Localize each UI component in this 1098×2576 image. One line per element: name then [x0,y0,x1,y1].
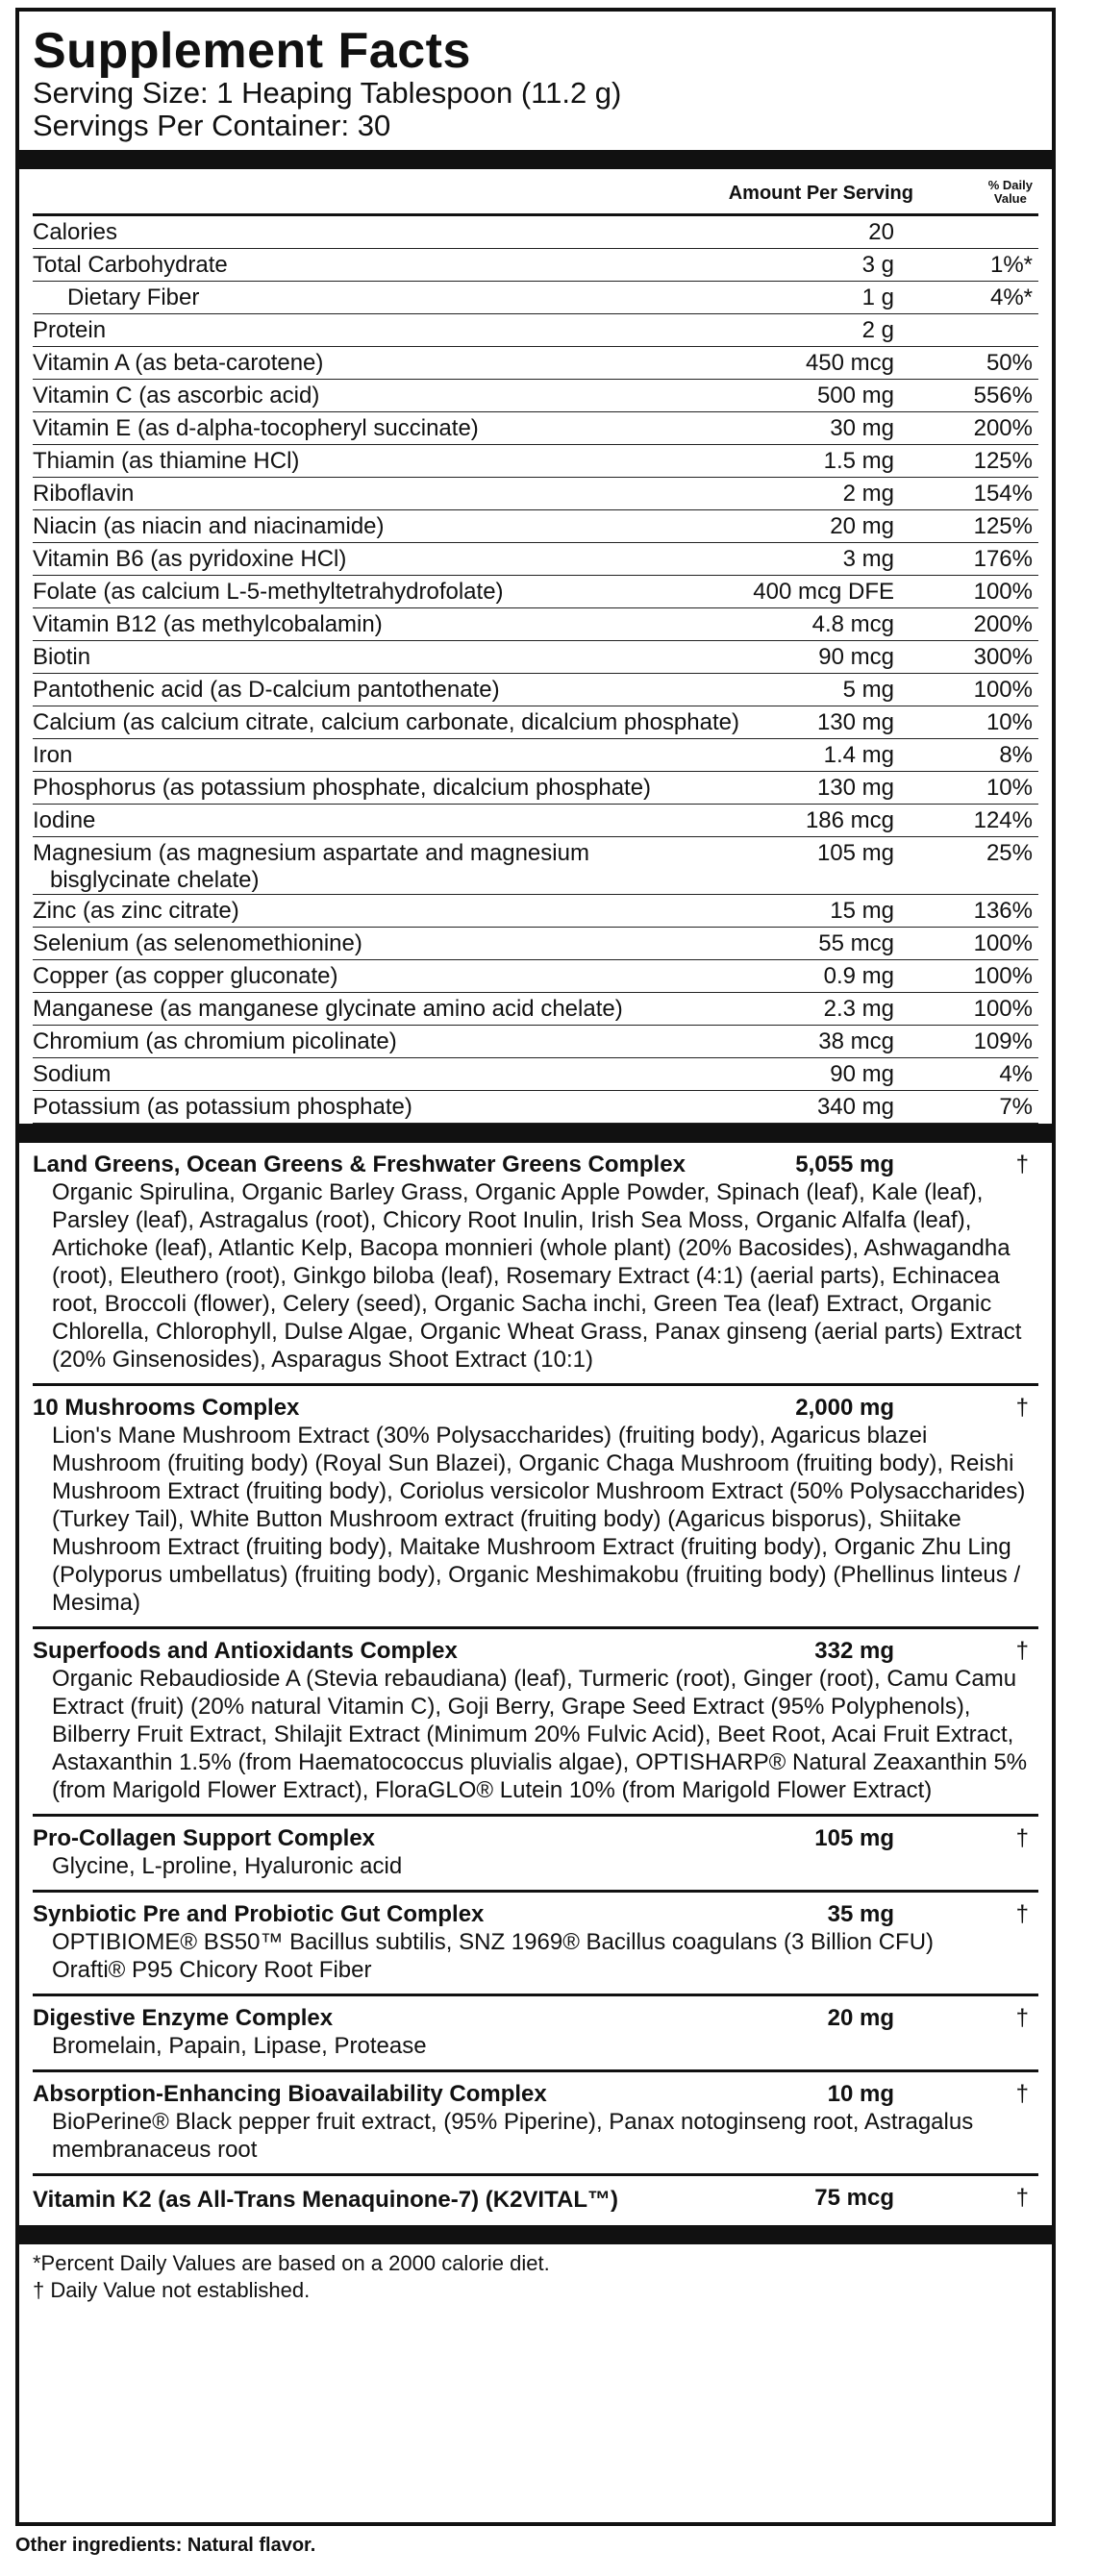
nutrient-name-continued: bisglycinate chelate) [50,867,260,893]
nutrient-daily-value: 125% [973,448,1033,474]
nutrient-name-text: Phosphorus (as potassium phosphate, dicalcium phosphate) [33,775,652,801]
column-header [33,169,1038,216]
nutrient-amount: 30 mg [830,415,894,441]
daily-value-header-line1: % Daily [987,178,1033,192]
nutrient-name [33,415,792,442]
blend-amount: 35 mg [827,1901,894,1927]
nutrient-name-text: Iron [33,742,73,768]
nutrient-name [33,898,792,925]
footnotes [33,2244,1038,2304]
nutrient-name [33,546,792,573]
nutrient-daily-value: 300% [973,644,1033,670]
nutrient-daily-value: 154% [973,481,1033,507]
nutrient-daily-value: 7% [999,1094,1033,1120]
nutrient-name-text: Iodine [33,807,96,833]
blend-name: Digestive Enzyme Complex [33,2005,334,2031]
nutrient-row [33,216,1038,249]
nutrient-row [33,412,1038,445]
nutrient-row [33,960,1038,993]
nutrient-name [33,317,792,344]
nutrient-daily-value: 200% [973,415,1033,441]
nutrient-name [33,677,792,704]
nutrient-daily-value: 10% [986,775,1033,801]
nutrient-amount: 130 mg [816,709,894,735]
nutrient-row [33,249,1038,282]
blend-ingredients: Glycine, L-proline, Hyaluronic acid [52,1853,403,1879]
blend-ingredients: Bromelain, Papain, Lipase, Protease [52,2033,427,2059]
other-ingredients: Other ingredients: Natural flavor. [15,2535,316,2556]
nutrient-name-text: Riboflavin [33,481,135,507]
nutrient-row [33,993,1038,1026]
nutrient-name [33,930,792,957]
blend-section [33,1817,1038,1893]
blend-name: Superfoods and Antioxidants Complex [33,1638,458,1664]
nutrient-daily-value: 556% [973,383,1033,409]
nutrient-amount: 400 mcg DFE [753,579,894,605]
nutrient-name-text: Zinc (as zinc citrate) [33,898,239,924]
nutrient-name [33,383,792,409]
nutrient-amount: 1.5 mg [823,448,894,474]
blend-section [33,1386,1038,1629]
blend-amount: 332 mg [814,1638,894,1664]
nutrient-daily-value: 1%* [989,252,1033,278]
supplement-facts-panel [15,8,1056,2526]
nutrient-amount: 20 [868,219,894,245]
nutrient-row [33,928,1038,960]
nutrient-row [33,282,1038,314]
nutrient-name [33,448,792,475]
blend-name: Vitamin K2 (as All-Trans Menaquinone-7) (K2VITAL™) [33,2187,618,2213]
daily-value-header [988,179,1033,206]
nutrient-amount: 2.3 mg [823,996,894,1022]
blend-ingredients: Organic Rebaudioside A (Stevia rebaudiana) (leaf), Turmeric (root), Ginger (root), Camu Camu Extract (fruit) (20% natural Vitamin C), Goji Berry, Grape Seed Extract (95% Polyphenols), Bilberry Fruit Extract, Shilajit Extract (Minimum 20% Fulvic Acid), Beet Root, Acai Fruit Extract, Astaxanthin 1.5% (from Haematococcus pluvialis algae), OPTISHARP® Natural Zeaxanthin 5% (from Marigold Flower Extract), FloraGLO® Lutein 10% (from Marigold Flower Extract) [52,1666,1028,1803]
blend-section [33,1143,1038,1386]
nutrient-row [33,314,1038,347]
nutrient-row [33,706,1038,739]
nutrient-amount: 130 mg [816,775,894,801]
nutrient-daily-value: 100% [973,579,1033,605]
blend-section [33,1893,1038,1996]
nutrient-row [33,1026,1038,1058]
thick-divider [19,1124,1052,1143]
nutrient-name-text: Protein [33,317,107,343]
nutrient-amount: 4.8 mcg [811,611,894,637]
nutrient-daily-value: 25% [986,840,1033,866]
nutrient-daily-value: 109% [973,1028,1033,1054]
blend-daily-value: † [1015,2185,1029,2211]
nutrient-amount: 55 mcg [818,930,894,956]
nutrient-name-text: Folate (as calcium L-5-methyltetrahydrofolate) [33,579,504,605]
blend-ingredients: Organic Spirulina, Organic Barley Grass, Organic Apple Powder, Spinach (leaf), Kale (leaf), Parsley (leaf), Astragalus (root), Chicory Root Inulin, Irish Sea Moss, Organic Alfalfa (leaf), Artichoke (leaf), Atlantic Kelp, Bacopa monnieri (whole plant) (20% Bacosides), Ashwagandha (root), Eleuthero (root), Ginkgo biloba (leaf), Rosemary Extract (4:1) (aerial parts), Echinacea root, Broccoli (flower), Celery (seed), Organic Sacha inchi, Green Tea (leaf) Extract, Organic Chlorella, Chlorophyll, Dulse Algae, Organic Wheat Grass, Panax ginseng (aerial parts) Extract (20% Ginsenosides), Asparagus Shoot Extract (10:1) [52,1179,1022,1373]
nutrient-daily-value: 100% [973,930,1033,956]
nutrient-amount: 450 mcg [805,350,894,376]
nutrient-daily-value: 100% [973,996,1033,1022]
blend-section [33,2072,1038,2176]
serving-size: Serving Size: 1 Heaping Tablespoon (11.2 g) [33,76,622,110]
nutrient-row [33,837,1038,895]
nutrient-name-text: Calories [33,219,118,245]
nutrient-daily-value: 200% [973,611,1033,637]
nutrient-name [33,481,792,508]
nutrient-daily-value: 176% [973,546,1033,572]
blend-name: 10 Mushrooms Complex [33,1395,300,1421]
nutrient-amount: 5 mg [842,677,894,703]
proprietary-blends [33,1143,1038,2225]
blend-name: Pro-Collagen Support Complex [33,1825,376,1851]
nutrient-name-text: Potassium (as potassium phosphate) [33,1094,412,1120]
nutrient-row [33,380,1038,412]
nutrient-row [33,674,1038,706]
nutrient-row [33,608,1038,641]
blend-amount: 75 mcg [814,2185,894,2211]
blend-name: Absorption-Enhancing Bioavailability Complex [33,2081,547,2107]
nutrient-daily-value: 4% [999,1061,1033,1087]
nutrient-amount: 2 g [861,317,894,343]
blend-amount: 20 mg [827,2005,894,2031]
nutrient-daily-value: 136% [973,898,1033,924]
nutrient-row [33,772,1038,805]
blend-name: Synbiotic Pre and Probiotic Gut Complex [33,1901,485,1927]
nutrient-amount: 1 g [861,285,894,310]
nutrient-table [33,216,1038,1124]
nutrient-name-text: Vitamin A (as beta-carotene) [33,350,324,376]
nutrient-name [33,1061,792,1088]
nutrient-name-text: Thiamin (as thiamine HCl) [33,448,300,474]
blend-amount: 10 mg [827,2081,894,2107]
nutrient-name [33,579,792,606]
daily-value-header-line2: Value [993,191,1027,206]
nutrient-amount: 38 mcg [818,1028,894,1054]
nutrient-amount: 90 mcg [818,644,894,670]
nutrient-amount: 3 mg [842,546,894,572]
nutrient-name-text: Vitamin B6 (as pyridoxine HCl) [33,546,347,572]
nutrient-name-text: Vitamin B12 (as methylcobalamin) [33,611,383,637]
blend-amount: 105 mg [814,1825,894,1851]
nutrient-row [33,805,1038,837]
nutrient-daily-value: 100% [973,677,1033,703]
daily-value-not-established-note: † Daily Value not established. [33,2278,311,2302]
nutrient-name [33,709,792,736]
nutrient-name [33,963,792,990]
nutrient-row [33,641,1038,674]
nutrient-name-text: Dietary Fiber [67,285,200,310]
nutrient-amount: 340 mg [816,1094,894,1120]
nutrient-name [33,1094,792,1121]
nutrient-name-text: Chromium (as chromium picolinate) [33,1028,397,1054]
blend-daily-value: † [1015,1825,1029,1851]
nutrient-row [33,445,1038,478]
nutrient-name [33,219,792,246]
nutrient-row [33,895,1038,928]
nutrient-row [33,478,1038,510]
nutrient-amount: 500 mg [816,383,894,409]
nutrient-daily-value: 50% [986,350,1033,376]
nutrient-name [33,611,792,638]
thick-divider [19,150,1052,169]
nutrient-name-text: Sodium [33,1061,112,1087]
blend-amount: 2,000 mg [795,1395,894,1421]
nutrient-name-text: Magnesium (as magnesium aspartate and magnesium [33,840,589,866]
thick-divider [19,2225,1052,2244]
blend-daily-value: † [1015,1395,1029,1421]
nutrient-name-text: Niacin (as niacin and niacinamide) [33,513,385,539]
nutrient-daily-value: 100% [973,963,1033,989]
nutrient-name-text: Biotin [33,644,91,670]
nutrient-name [33,1028,792,1055]
nutrient-row [33,510,1038,543]
nutrient-name [33,350,792,377]
blend-section [33,2176,1038,2225]
blend-ingredients: Lion's Mane Mushroom Extract (30% Polysaccharides) (fruiting body), Agaricus blazei Mushroom (fruiting body) (Royal Sun Blazei), Organic Chaga Mushroom (fruiting body), Reishi Mushroom Extract (fruiting body), Coriolus versicolor Mushroom Extract (50% Polysaccharides) (Turkey Tail), White Button Mushroom extract (fruiting body) (Agaricus bisporus), Shiitake Mushroom Extract (fruiting body), Maitake Mushroom Extract (fruiting body), Organic Zhu Ling (Polyporus umbellatus) (fruiting body), Organic Meshimakobu (fruiting body) (Phellinus linteus / Mesima) [52,1423,1026,1616]
percent-daily-value-note: *Percent Daily Values are based on a 2000 calorie diet. [33,2251,550,2275]
blend-name: Land Greens, Ocean Greens & Freshwater Greens Complex [33,1152,686,1177]
nutrient-name-text: Selenium (as selenomethionine) [33,930,362,956]
nutrient-name [33,996,792,1023]
blend-daily-value: † [1015,1638,1029,1664]
nutrient-name [33,252,792,279]
nutrient-daily-value: 10% [986,709,1033,735]
nutrient-daily-value: 125% [973,513,1033,539]
nutrient-amount: 186 mcg [805,807,894,833]
nutrient-row [33,1058,1038,1091]
nutrient-amount: 2 mg [842,481,894,507]
nutrient-name [33,840,792,894]
blend-ingredients: BioPerine® Black pepper fruit extract, (95% Piperine), Panax notoginseng root, Astragalus membranaceus root [52,2109,974,2163]
amount-per-serving-header: Amount Per Serving [728,183,913,204]
nutrient-name-text: Vitamin E (as d-alpha-tocopheryl succinate) [33,415,479,441]
blend-ingredients: OPTIBIOME® BS50™ Bacillus subtilis, SNZ 1969® Bacillus coagulans (3 Billion CFU) [52,1929,935,1955]
nutrient-amount: 0.9 mg [823,963,894,989]
blend-amount: 5,055 mg [795,1152,894,1177]
blend-daily-value: † [1015,2081,1029,2107]
nutrient-name-text: Copper (as copper gluconate) [33,963,338,989]
nutrient-name [33,807,792,834]
nutrient-row [33,576,1038,608]
nutrient-row [33,1091,1038,1124]
nutrient-daily-value: 124% [973,807,1033,833]
nutrient-amount: 20 mg [830,513,894,539]
panel-title: Supplement Facts [33,23,471,79]
blend-daily-value: † [1015,1152,1029,1177]
nutrient-name-text: Calcium (as calcium citrate, calcium carbonate, dicalcium phosphate) [33,709,739,735]
nutrient-daily-value: 8% [999,742,1033,768]
nutrient-amount: 105 mg [816,840,894,866]
nutrient-name-text: Total Carbohydrate [33,252,228,278]
nutrient-row [33,543,1038,576]
nutrient-name-text: Vitamin C (as ascorbic acid) [33,383,320,409]
nutrient-name-text: Pantothenic acid (as D-calcium pantothenate) [33,677,500,703]
nutrient-amount: 1.4 mg [823,742,894,768]
nutrient-amount: 90 mg [830,1061,894,1087]
nutrient-name [33,285,827,311]
nutrient-name-text: Manganese (as manganese glycinate amino acid chelate) [33,996,623,1022]
blend-daily-value: † [1015,1901,1029,1927]
nutrient-name [33,742,792,769]
nutrient-amount: 15 mg [830,898,894,924]
nutrient-name [33,513,792,540]
blend-section [33,1629,1038,1817]
blend-section [33,1996,1038,2072]
nutrient-row [33,347,1038,380]
blend-daily-value: † [1015,2005,1029,2031]
nutrient-name [33,775,792,802]
nutrient-row [33,739,1038,772]
nutrient-amount: 3 g [861,252,894,278]
blend-ingredients-continued: Orafti® P95 Chicory Root Fiber [52,1957,372,1983]
servings-per-container: Servings Per Container: 30 [33,109,391,142]
nutrient-name [33,644,792,671]
nutrient-daily-value: 4%* [989,285,1033,310]
